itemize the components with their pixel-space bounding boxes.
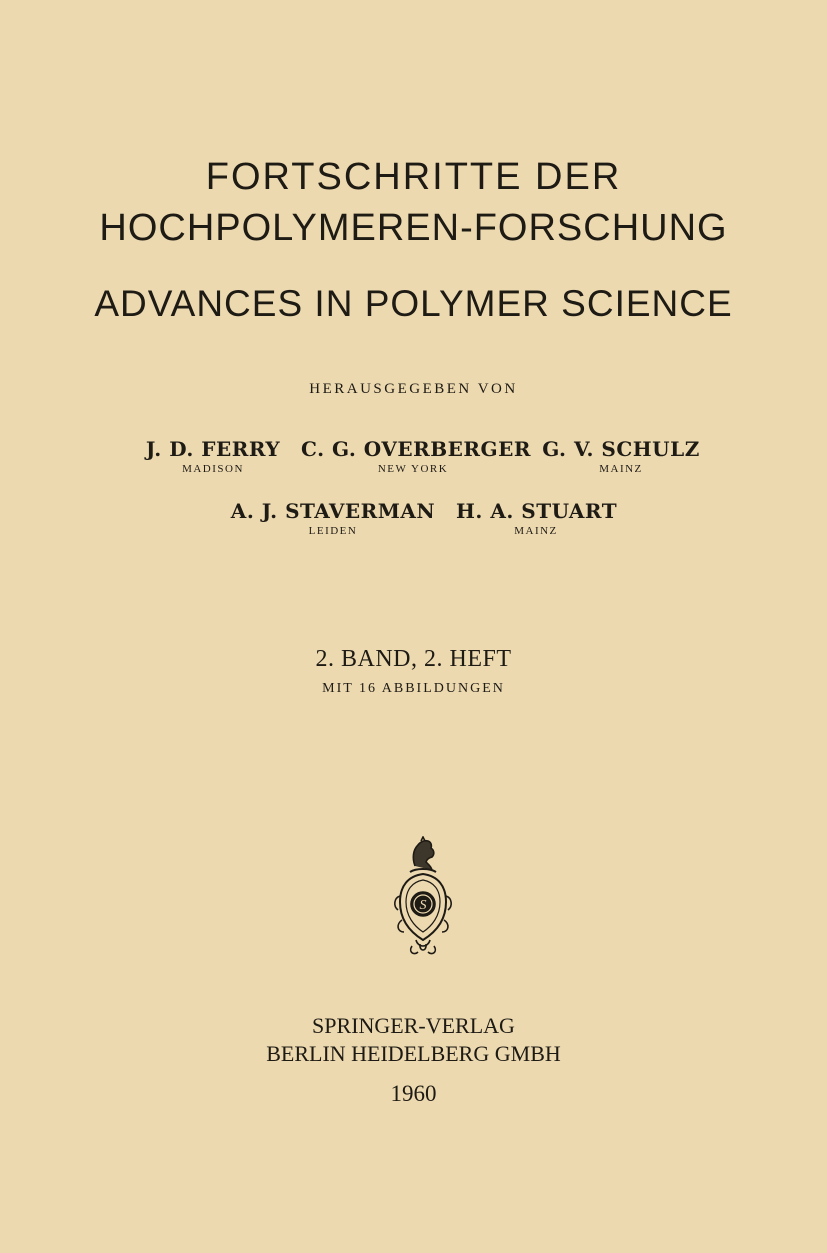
title-german-line-2: HOCHPOLYMEREN-FORSCHUNG <box>99 207 728 249</box>
springer-knight-logo-icon <box>388 836 458 960</box>
editor-place: MADISON <box>182 463 244 475</box>
editor-name: A. J. STAVERMAN <box>230 499 436 523</box>
editor-name: H. A. STUART <box>456 499 618 523</box>
editor-name: J. D. FERRY <box>145 437 281 461</box>
editor-name: G. V. SCHULZ <box>542 437 700 461</box>
editor-overberger <box>301 437 531 475</box>
editor-place: LEIDEN <box>308 525 358 537</box>
editor-place: MAINZ <box>599 463 643 475</box>
publication-year: 1960 <box>390 1081 437 1106</box>
svg-text:S: S <box>419 898 427 913</box>
figures-count: MIT 16 ABBILDUNGEN <box>322 681 505 696</box>
editor-place: MAINZ <box>514 525 558 537</box>
editor-schulz <box>542 437 700 475</box>
editor-place: NEW YORK <box>377 463 449 475</box>
edited-by-label: HERAUSGEGEBEN VON <box>309 381 518 397</box>
editor-ferry <box>140 437 286 475</box>
publisher-name: SPRINGER-VERLAG <box>312 1013 515 1038</box>
editor-name: C. G. OVERBERGER <box>301 437 531 461</box>
title-english: ADVANCES IN POLYMER SCIENCE <box>94 283 733 324</box>
title-german-line-1: FORTSCHRITTE DER <box>205 156 622 198</box>
publisher-location: BERLIN HEIDELBERG GMBH <box>266 1041 561 1066</box>
volume-issue: 2. BAND, 2. HEFT <box>315 646 512 672</box>
editor-stuart <box>456 499 616 537</box>
editor-staverman <box>230 499 436 537</box>
